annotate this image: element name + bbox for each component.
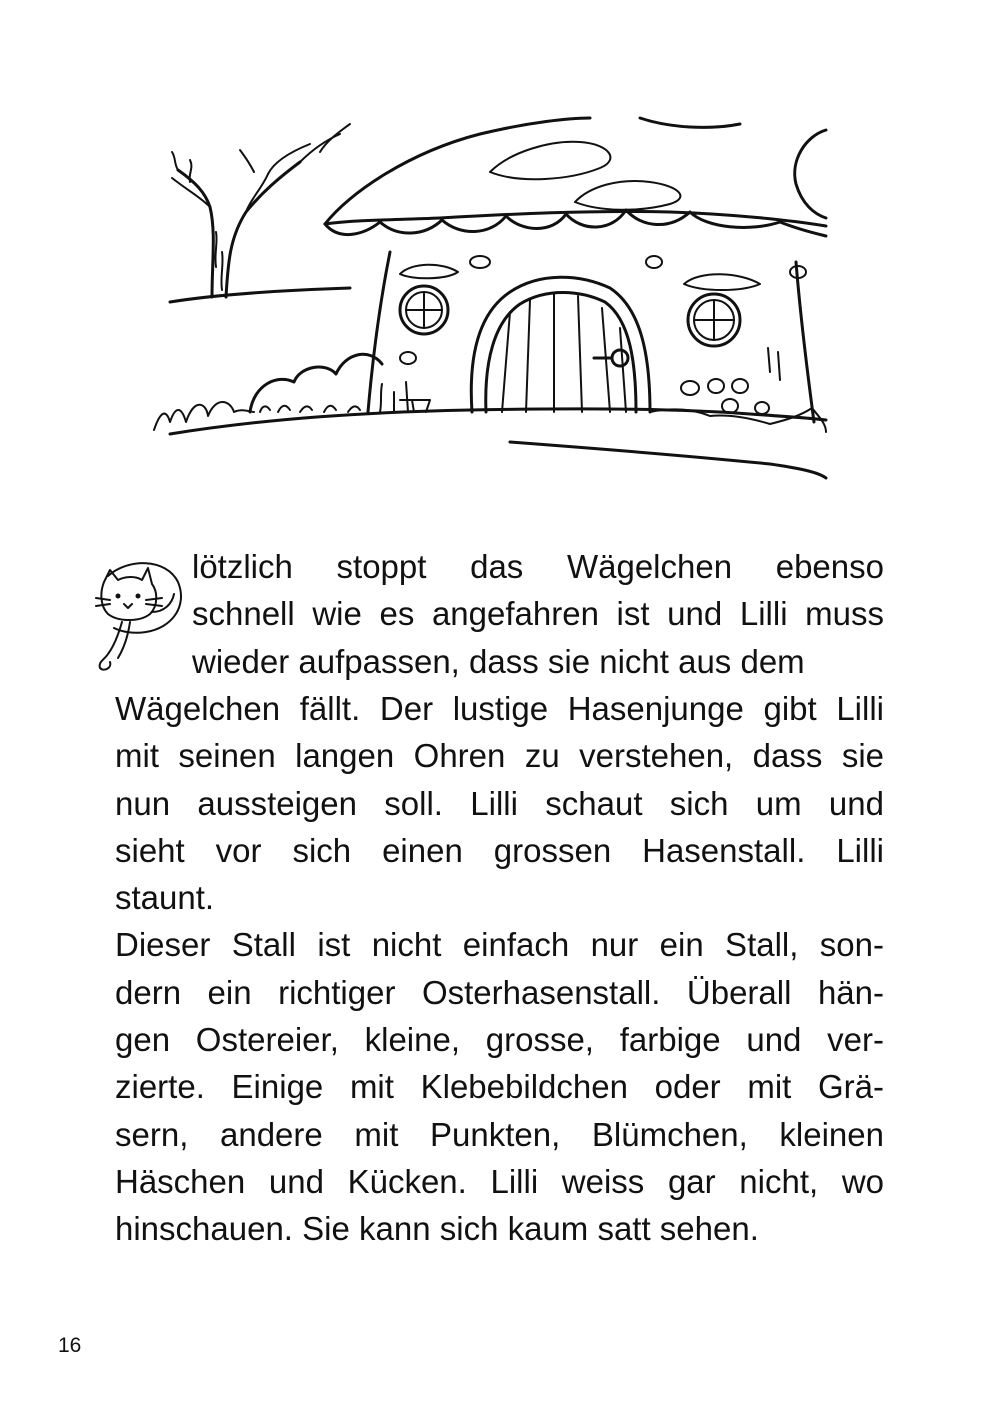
text-line-5: mit seinen langen Ohren zu verstehen, dass sie: [115, 737, 884, 775]
cat-initial-icon: [88, 556, 186, 672]
text-line-15: hinschauen. Sie kann sich kaum satt sehen.: [115, 1210, 759, 1248]
tree-drawing: [172, 124, 350, 297]
text-line-9: Dieser Stall ist nicht einfach nur ein Stall, son-: [115, 926, 884, 964]
text-line-3: wieder aufpassen, dass sie nicht aus dem: [192, 642, 805, 680]
bushes-drawing: [154, 354, 826, 478]
text-line-12: zierte. Einige mit Klebebildchen oder mit Grä-: [115, 1068, 884, 1106]
page-number: 16: [58, 1334, 82, 1357]
text-line-11: gen Ostereier, kleine, grosse, farbige und ver-: [115, 1021, 884, 1059]
drop-cap-initial: [88, 556, 186, 672]
text-line-14: Häschen und Kücken. Lilli weiss gar nicht, wo: [115, 1162, 884, 1200]
mushroom-cap-drawing: [325, 118, 826, 236]
house-walls-drawing: [368, 252, 814, 422]
text-line-10: dern ein richtiger Osterhasenstall. Überall hän-: [115, 973, 884, 1011]
text-line-7: sieht vor sich einen grossen Hasenstall. Lilli: [115, 831, 884, 869]
opening-paragraph-indented: [192, 543, 884, 685]
mushroom-house-drawing: [150, 112, 832, 484]
body-text: [115, 685, 884, 1253]
text-line-13: sern, andere mit Punkten, Blümchen, kleinen: [115, 1115, 884, 1153]
mushroom-house-illustration: [150, 112, 832, 484]
text-line-6: nun aussteigen soll. Lilli schaut sich um und: [115, 784, 884, 822]
text-line-4: Wägelchen fällt. Der lustige Hasenjunge gibt Lilli: [115, 690, 884, 727]
text-line-8: staunt.: [115, 879, 215, 917]
text-line-2: schnell wie es angefahren ist und Lilli muss: [192, 595, 884, 633]
text-line-1: lötzlich stoppt das Wägelchen ebenso: [192, 548, 884, 585]
